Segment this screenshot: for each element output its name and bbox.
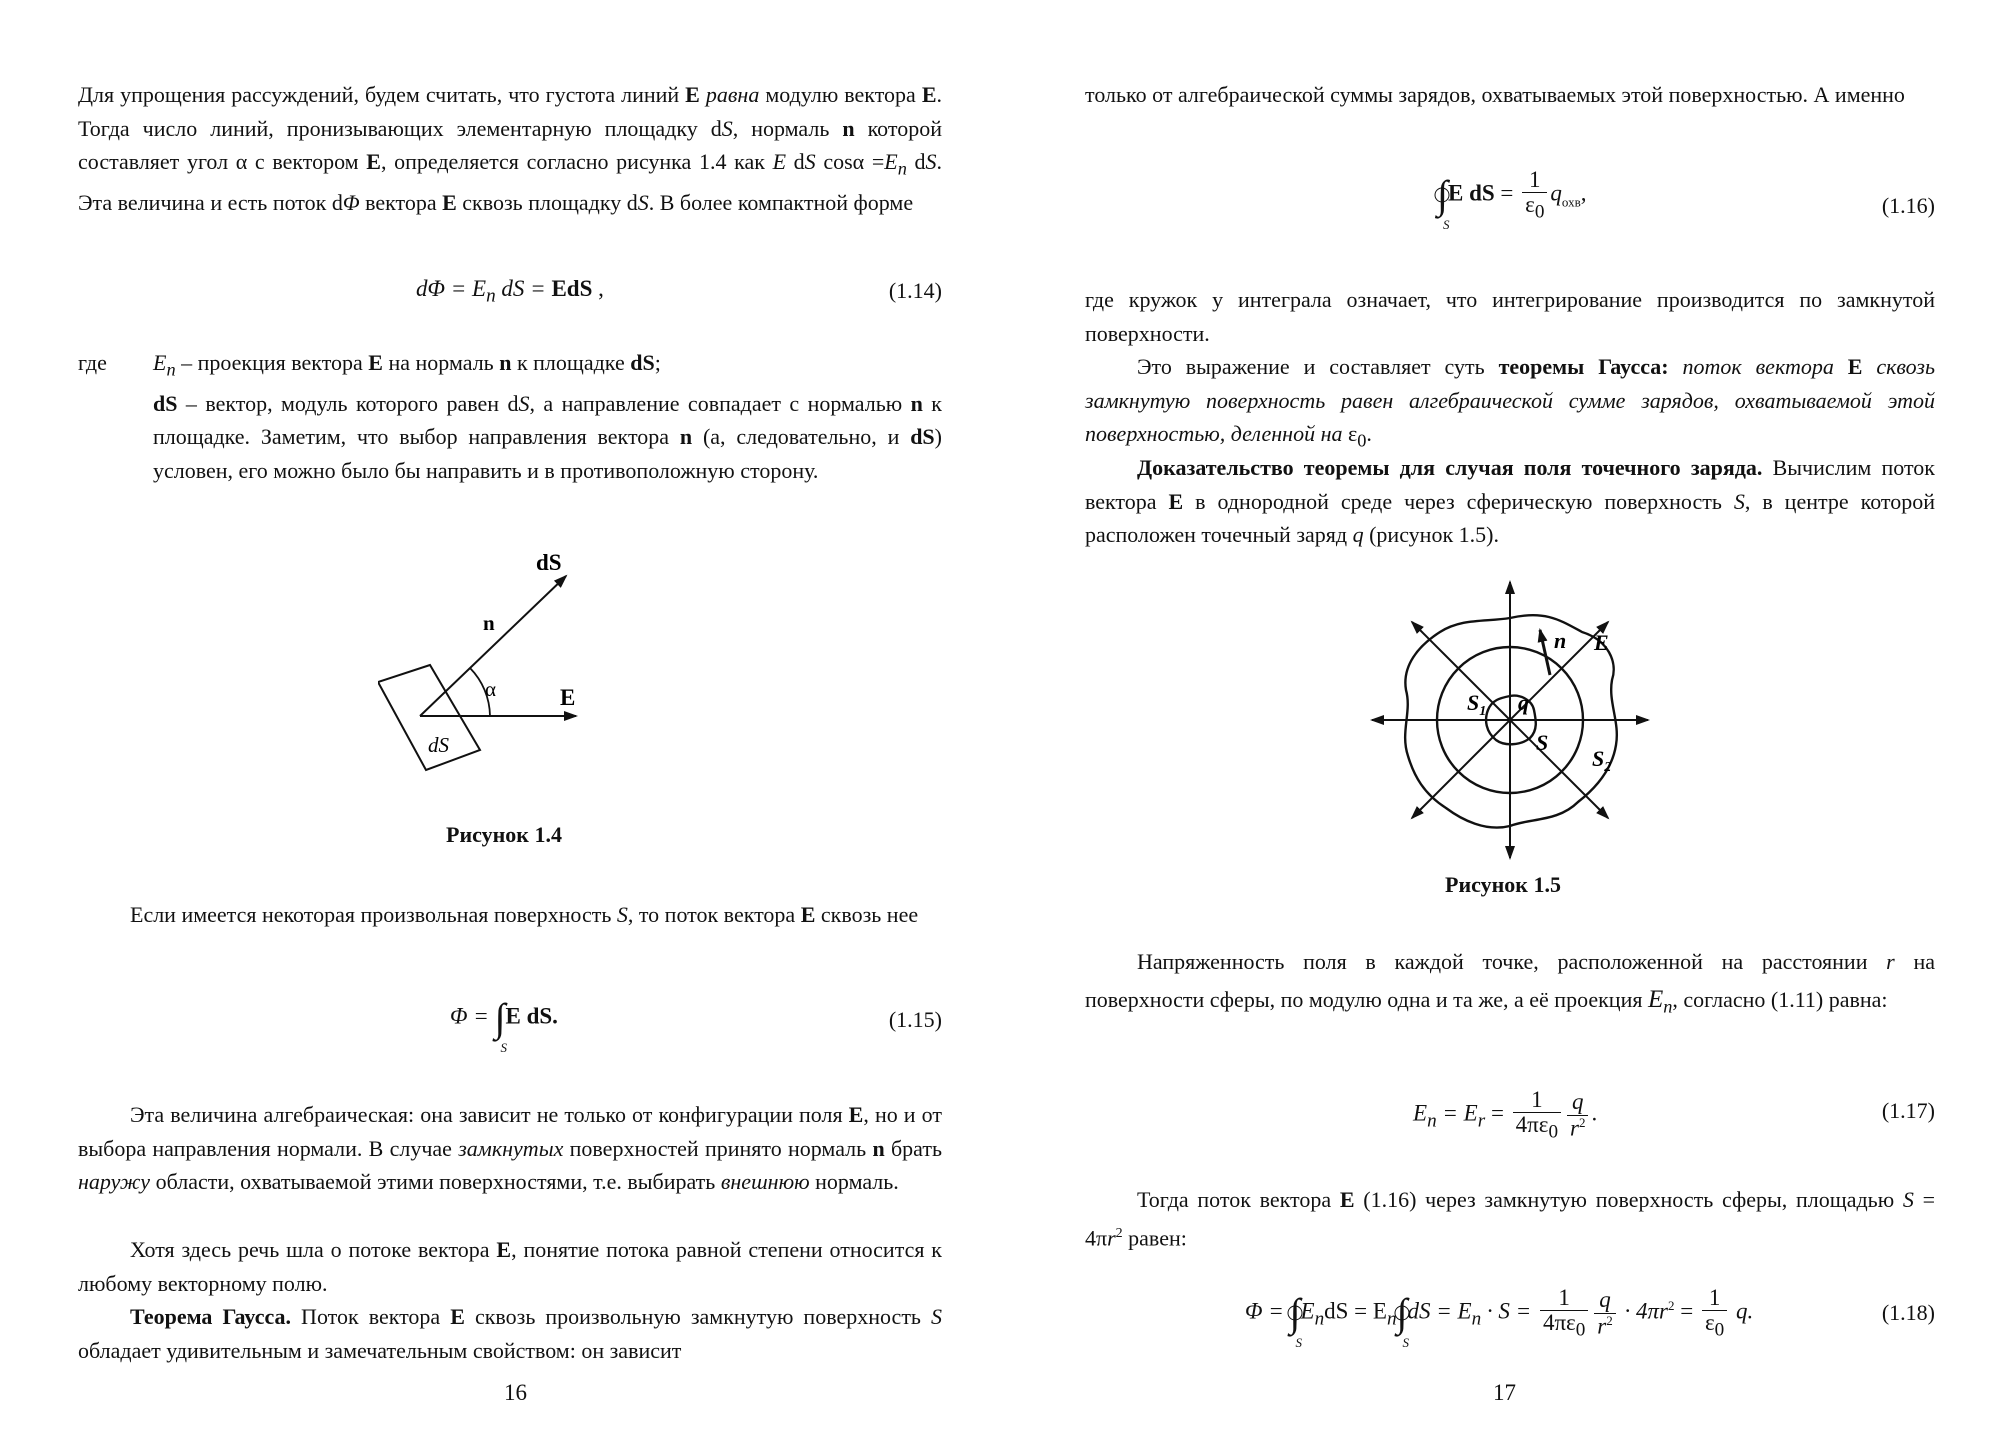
text: d bbox=[906, 149, 926, 174]
eq-part: dS = E bbox=[1407, 1298, 1472, 1324]
text: модулю вектора bbox=[759, 82, 922, 107]
text: брать bbox=[884, 1135, 942, 1161]
eq-part: dS = E bbox=[1324, 1298, 1387, 1324]
vector-n: n bbox=[910, 390, 923, 416]
text: где кружок у интеграла означает, что интегрирование производится по замкнутой поверхности. bbox=[1085, 287, 1935, 346]
text: к площадке. Заметим, что выбор направления вектора bbox=[153, 390, 942, 450]
bold-heading: теоремы Гаусса: bbox=[1498, 354, 1669, 379]
field-line-nw bbox=[1412, 622, 1510, 720]
var-s: S bbox=[804, 149, 816, 174]
vector-e: E bbox=[1847, 354, 1863, 379]
contour-integral-sign: ∫ S bbox=[1289, 1290, 1303, 1351]
var-q: q bbox=[1550, 180, 1562, 206]
page-left bbox=[78, 0, 942, 1454]
equation-1-14 bbox=[416, 276, 604, 308]
equation-1-18 bbox=[1245, 1285, 1754, 1351]
definition-en bbox=[153, 346, 942, 387]
equation-number-1-17: (1.17) bbox=[1881, 1098, 1935, 1123]
vector-e: E bbox=[848, 1102, 864, 1127]
vector-e: E bbox=[366, 149, 381, 174]
var-r: r bbox=[1886, 949, 1895, 974]
numerator: 1 bbox=[1513, 1088, 1561, 1113]
italic-text: наружу bbox=[78, 1169, 151, 1194]
text: = 4π bbox=[1085, 1187, 1935, 1250]
text: , а направление совпадает с нормалью bbox=[529, 390, 911, 416]
subscript-n: n bbox=[1663, 996, 1673, 1017]
text: на поверхности сферы, по модулю одна и та же, а её проекция bbox=[1085, 949, 1935, 1012]
vector-ds: dS bbox=[910, 424, 935, 450]
text: . bbox=[1366, 421, 1372, 446]
text: равен: bbox=[1122, 1224, 1187, 1250]
page-number-right: 17 bbox=[1493, 1380, 1516, 1405]
fraction bbox=[1567, 1090, 1588, 1140]
eq-vector-ds: dS. bbox=[526, 1003, 558, 1029]
denominator bbox=[1540, 1311, 1588, 1341]
page-number-left: 16 bbox=[504, 1380, 527, 1405]
eq-part: · S = bbox=[1481, 1298, 1537, 1324]
vector-e: E bbox=[496, 1237, 512, 1262]
eq-part: Φ = bbox=[450, 1003, 495, 1029]
denominator bbox=[1702, 1311, 1727, 1341]
equation-number-1-14: (1.14) bbox=[888, 278, 942, 303]
label-q: q bbox=[1518, 690, 1529, 715]
field-line-sw bbox=[1412, 720, 1510, 818]
text: Хотя здесь речь шла о потоке вектора bbox=[130, 1237, 497, 1262]
definition-body bbox=[153, 346, 942, 487]
text: Эта величина алгебраическая: она зависит не только от конфигурации поля bbox=[130, 1102, 849, 1127]
eq-sub: n bbox=[1471, 1308, 1482, 1330]
definition-ds bbox=[153, 387, 942, 488]
eq-part: . bbox=[1591, 1100, 1598, 1126]
text: Это выражение и составляет суть bbox=[1137, 354, 1499, 379]
eq-part: Φ = bbox=[1245, 1298, 1290, 1324]
paragraph-arbitrary-surface bbox=[78, 898, 942, 932]
eq-part: dS = bbox=[495, 276, 552, 301]
text: (а, следовательно, и bbox=[692, 424, 911, 450]
text: cosα = bbox=[815, 149, 885, 174]
paragraph-gauss-statement bbox=[1085, 350, 1935, 458]
numerator: 1 bbox=[1522, 168, 1547, 193]
label-ds-top: dS bbox=[536, 550, 562, 575]
vector-n: n bbox=[679, 424, 693, 450]
text: поверхностей принято нормаль bbox=[563, 1135, 873, 1161]
equation-1-15 bbox=[450, 995, 558, 1055]
epsilon: ε bbox=[1348, 421, 1358, 446]
text: нормаль. bbox=[809, 1169, 899, 1194]
eq-part: = bbox=[1494, 180, 1520, 206]
eq-vector-e: E bbox=[551, 276, 567, 301]
italic-text: сквозь замкнутую поверхность равен алгебраической сумме зарядов, охватываемой этой поверхностью, деленной на bbox=[1085, 354, 1935, 446]
sup-two: 2 bbox=[1606, 1312, 1613, 1328]
label-ds: dS bbox=[428, 733, 449, 757]
label-e-vector: E bbox=[1594, 630, 1609, 655]
numerator: q bbox=[1599, 1287, 1611, 1313]
text: , определяется согласно рисунка 1.4 как bbox=[380, 149, 773, 174]
equation-1-16 bbox=[1437, 167, 1587, 233]
var-s: S bbox=[518, 390, 530, 416]
text: . Эта величина и есть поток d bbox=[78, 149, 943, 215]
denominator bbox=[1513, 1113, 1561, 1143]
label-s: S bbox=[1536, 730, 1549, 755]
contour-integral-sign: ∫ S bbox=[1396, 1290, 1410, 1351]
text: Поток вектора bbox=[291, 1304, 451, 1329]
label-alpha: α bbox=[485, 677, 497, 701]
eq-vector-ds: dS bbox=[1469, 180, 1495, 206]
text: Вычислим поток вектора bbox=[1085, 455, 1935, 514]
text: (рисунок 1.5). bbox=[1363, 522, 1499, 547]
eq-part: , bbox=[1580, 180, 1587, 206]
numerator: 1 bbox=[1540, 1286, 1588, 1311]
sup-two: 2 bbox=[1115, 1225, 1123, 1241]
page-right bbox=[1085, 0, 1935, 1454]
eq-part: q. bbox=[1730, 1298, 1754, 1324]
vector-ds: dS bbox=[153, 390, 178, 416]
den-text: ε bbox=[1704, 1310, 1715, 1336]
label-s2 bbox=[1592, 746, 1611, 775]
definition-label: где bbox=[78, 350, 107, 375]
italic-text: внешнюю bbox=[720, 1169, 810, 1194]
eq-part: E bbox=[1300, 1298, 1315, 1324]
sub-zero: 0 bbox=[1714, 1319, 1725, 1341]
figure-caption-1-4: Рисунок 1.4 bbox=[446, 822, 562, 847]
text: (1.16) через замкнутую поверхность сферы, площадью bbox=[1354, 1187, 1903, 1212]
sub-zero: 0 bbox=[1575, 1319, 1586, 1341]
fraction bbox=[1540, 1286, 1588, 1341]
eq-sub: n bbox=[1386, 1308, 1397, 1330]
text: ) условен, его можно было бы направить и в противоположную сторону. bbox=[153, 424, 942, 483]
var-s: S bbox=[1902, 1187, 1914, 1212]
var-q: q bbox=[1352, 522, 1364, 547]
vector-n: n bbox=[499, 350, 512, 375]
fraction bbox=[1513, 1088, 1561, 1143]
paragraph-field-strength bbox=[1085, 943, 1935, 1025]
subscript-n: n bbox=[166, 359, 176, 380]
text: вектора bbox=[359, 189, 443, 215]
label-s1-letter: S bbox=[1467, 690, 1480, 715]
label-s2-sub: 2 bbox=[1604, 760, 1612, 775]
text: сквозь нее bbox=[815, 902, 919, 927]
var-e: E bbox=[884, 149, 898, 174]
subscript-n: n bbox=[897, 158, 907, 179]
figure-1-5 bbox=[1370, 580, 1650, 860]
equation-number-1-15: (1.15) bbox=[888, 1007, 942, 1032]
vector-n: n bbox=[872, 1135, 885, 1161]
text: Тогда поток вектора bbox=[1137, 1187, 1340, 1212]
den-text: 4πε bbox=[1515, 1112, 1549, 1138]
eq-part: = bbox=[1485, 1100, 1510, 1126]
definitions-block bbox=[78, 346, 942, 516]
vector-e: E bbox=[442, 189, 457, 215]
text: в однородной среде через сферическую поверхность bbox=[1183, 488, 1734, 514]
sub-okhv: охв bbox=[1561, 194, 1581, 210]
text: , согласно (1.11) равна: bbox=[1672, 987, 1888, 1012]
eq-part: , bbox=[592, 276, 604, 301]
text: Если имеется некоторая произвольная поверхность bbox=[130, 902, 617, 927]
bold-heading: Доказательство теоремы для случая поля точечного заряда. bbox=[1137, 455, 1763, 480]
text: к площадке bbox=[511, 350, 631, 375]
label-n: n bbox=[483, 611, 495, 635]
var-s: S bbox=[616, 902, 628, 927]
text: сквозь произвольную замкнутую поверхность bbox=[464, 1304, 931, 1329]
text: ; bbox=[654, 350, 661, 375]
var-e: E bbox=[772, 149, 787, 174]
text: . В более компактной форме bbox=[648, 189, 914, 215]
figure-caption-1-5: Рисунок 1.5 bbox=[1445, 872, 1561, 897]
text: Напряженность поля в каждой точке, расположенной на расстоянии bbox=[1137, 949, 1887, 974]
vector-e: E bbox=[1168, 488, 1184, 514]
den-text: 4πε bbox=[1542, 1310, 1576, 1336]
text: . Тогда число линий, пронизывающих элементарную площадку d bbox=[78, 82, 942, 141]
text: – проекция вектора bbox=[175, 350, 369, 375]
text: , но и от выбора направления нормали. В случае bbox=[78, 1102, 942, 1161]
eq-sub: r bbox=[1477, 1110, 1486, 1132]
vector-e: E bbox=[450, 1304, 465, 1329]
var-s: S bbox=[721, 115, 733, 141]
eq-sub: n bbox=[486, 285, 496, 307]
text: d bbox=[786, 149, 805, 174]
vector-e: E bbox=[800, 902, 816, 927]
text: , нормаль bbox=[732, 115, 843, 141]
fraction bbox=[1702, 1286, 1727, 1341]
vector-n: n bbox=[842, 115, 855, 141]
var-s: S bbox=[925, 149, 937, 174]
normal-vector-n bbox=[1540, 630, 1550, 675]
paragraph-flux-density bbox=[78, 78, 942, 219]
equation-number-1-18: (1.18) bbox=[1881, 1300, 1935, 1325]
text: , понятие потока равной степени относится к любому векторному полю. bbox=[78, 1237, 942, 1296]
sup-two: 2 bbox=[1667, 1298, 1675, 1314]
numerator: 1 bbox=[1702, 1286, 1727, 1311]
vector-e: E bbox=[368, 350, 383, 375]
text: , в центре которой расположен точечный заряд bbox=[1085, 488, 1935, 547]
contour-integral-sign: ∫ S bbox=[1437, 172, 1450, 233]
figure-1-4 bbox=[378, 550, 758, 800]
fraction bbox=[1594, 1288, 1615, 1338]
label-s2-letter: S bbox=[1592, 746, 1605, 771]
integral-subscript: S bbox=[1402, 1335, 1410, 1351]
label-n-vector: n bbox=[1554, 628, 1567, 653]
paragraph-continuation bbox=[1085, 78, 1935, 112]
eq-sub: n bbox=[1314, 1308, 1325, 1330]
paragraph-any-vector-field bbox=[78, 1233, 942, 1300]
text: обладает удивительным и замечательным свойством: он зависит bbox=[78, 1337, 682, 1363]
text: Для упрощения рассуждений, будем считать, что густота линий bbox=[78, 82, 686, 107]
italic-text: равна bbox=[705, 82, 760, 107]
text: – вектор, модуль которого равен d bbox=[177, 390, 519, 416]
var-s: S bbox=[1733, 488, 1745, 514]
denominator bbox=[1522, 193, 1547, 223]
den-text: r bbox=[1570, 1115, 1579, 1141]
integral-sign: ∫ S bbox=[494, 995, 508, 1055]
italic-text: замкнутых bbox=[458, 1135, 564, 1161]
text: , то поток вектора bbox=[627, 902, 801, 927]
sub-zero: 0 bbox=[1357, 430, 1367, 451]
equation-1-17 bbox=[1413, 1088, 1597, 1143]
eq-part: = bbox=[1674, 1298, 1699, 1324]
sub-zero: 0 bbox=[1534, 201, 1545, 223]
text: только от алгебраической суммы зарядов, охватываемых этой поверхностью. А именно bbox=[1085, 82, 1905, 107]
numerator: q bbox=[1572, 1089, 1584, 1115]
var-s: S bbox=[637, 189, 649, 215]
label-s1-sub: 1 bbox=[1479, 704, 1487, 719]
den-text: r bbox=[1597, 1313, 1607, 1339]
fraction bbox=[1522, 168, 1547, 223]
label-e: E bbox=[560, 685, 576, 710]
integral-subscript: S bbox=[1443, 217, 1450, 233]
var-e: E bbox=[153, 350, 167, 375]
eq-vector-e: E bbox=[1447, 180, 1464, 206]
var-r: r bbox=[1107, 1224, 1116, 1250]
text: области, охватываемой этими поверхностями, т.е. выбирать bbox=[150, 1169, 721, 1194]
sub-zero: 0 bbox=[1548, 1121, 1559, 1143]
text: которой составляет угол α с вектором bbox=[78, 115, 942, 174]
paragraph-circle-meaning bbox=[1085, 283, 1935, 350]
eq-sub: n bbox=[1427, 1110, 1437, 1132]
paragraph-gauss-theorem bbox=[78, 1300, 942, 1367]
var-e: E bbox=[1647, 986, 1664, 1013]
eq-part: = E bbox=[1436, 1100, 1478, 1126]
paragraph-algebraic bbox=[78, 1098, 942, 1199]
var-phi: Φ bbox=[342, 189, 360, 215]
bold-heading: Теорема Гаусса. bbox=[130, 1304, 292, 1329]
eq-part: dΦ = E bbox=[416, 276, 487, 301]
epsilon: ε bbox=[1525, 192, 1535, 218]
eq-part: · 4πr bbox=[1618, 1298, 1668, 1324]
vector-e: E bbox=[685, 82, 700, 107]
vector-ds: dS bbox=[630, 350, 655, 375]
equation-number-1-16: (1.16) bbox=[1881, 193, 1935, 218]
integral-subscript: S bbox=[1295, 1335, 1303, 1351]
eq-part: E bbox=[1413, 1100, 1428, 1126]
text: сквозь площадку d bbox=[456, 189, 638, 215]
vector-e: E bbox=[921, 82, 937, 107]
integral-subscript: S bbox=[500, 1040, 508, 1055]
denominator bbox=[1594, 1314, 1615, 1339]
eq-vector-ds: dS bbox=[566, 276, 593, 301]
italic-text: поток вектора bbox=[1668, 354, 1848, 379]
sup-two: 2 bbox=[1578, 1114, 1586, 1130]
text: на нормаль bbox=[382, 350, 500, 375]
vector-e: E bbox=[1339, 1187, 1355, 1212]
paragraph-proof bbox=[1085, 451, 1935, 552]
paragraph-flux-sphere bbox=[1085, 1183, 1935, 1254]
denominator bbox=[1567, 1116, 1588, 1141]
eq-vector-e: E bbox=[505, 1003, 521, 1029]
var-s: S bbox=[931, 1304, 942, 1329]
